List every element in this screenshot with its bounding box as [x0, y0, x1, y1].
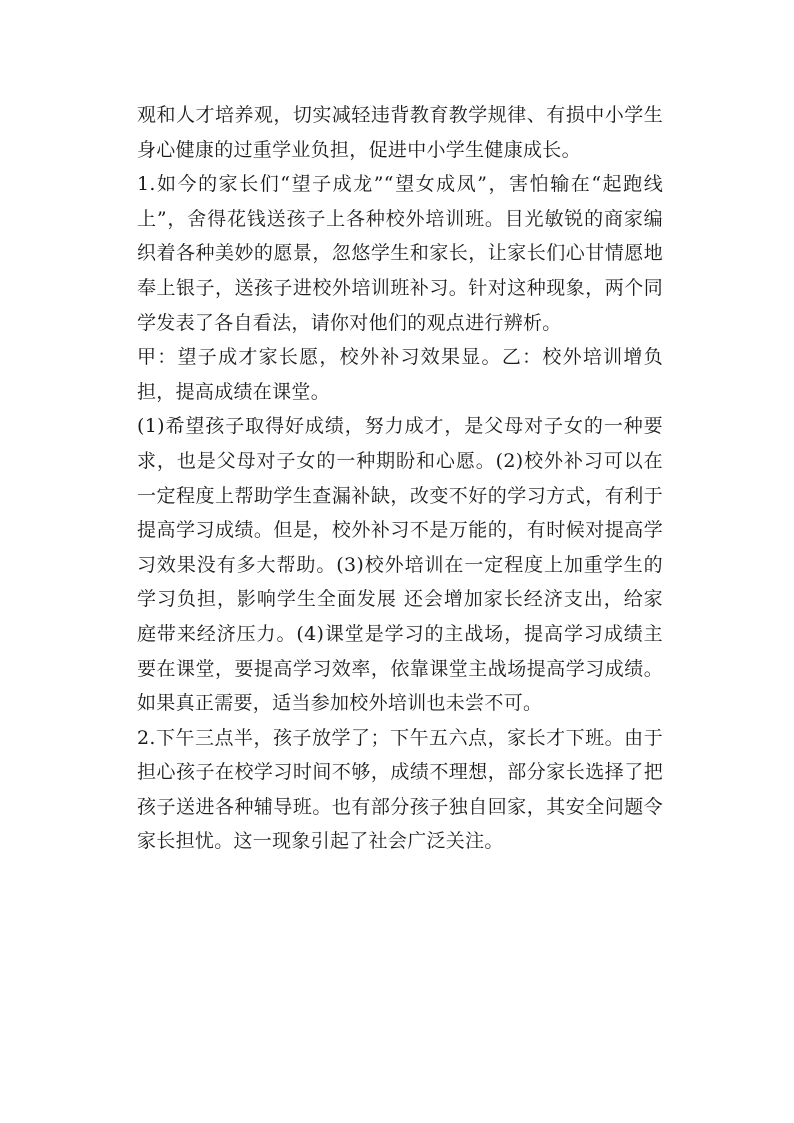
paragraph-intro-continuation: 观和人才培养观，切实减轻违背教育教学规律、有损中小学生身心健康的过重学业负担，促进中小学生健康成长。	[137, 104, 663, 161]
document-body	[137, 98, 663, 859]
paragraph-question-1: 1.如今的家长们“望子成龙”“望女成凤”，害怕输在“起跑线上”，舍得花钱送孩子上各种校外培训班。目光敏锐的商家编织着各种美妙的愿景，忽悠学生和家长，让家长们心甘情愿地奉上银子，送孩子进校外培训班补习。针对这种现象，两个同学发表了各自看法，请你对他们的观点进行辨析。	[137, 173, 663, 334]
paragraph-answer-1: (1)希望孩子取得好成绩，努力成才，是父母对子女的一种要求，也是父母对子女的一种期盼和心愿。(2)校外补习可以在一定程度上帮助学生查漏补缺，改变不好的学习方式，有利于提高学习成绩。但是，校外补习不是万能的，有时候对提高学习效果没有多大帮助。(3)校外培训在一定程度上加重学生的学习负担，影响学生全面发展 还会增加家长经济支出，给家庭带来经济压力。(4)课堂是学习的主战场，提高学习成绩主要在课堂，要提高学习效率，依靠课堂主战场提高学习成绩。如果真正需要，适当参加校外培训也未尝不可。	[137, 415, 663, 715]
paragraph-viewpoints: 甲：望子成才家长愿，校外补习效果显。乙：校外培训增负担，提高成绩在课堂。	[137, 346, 663, 403]
paragraph-question-2: 2.下午三点半，孩子放学了；下午五六点，家长才下班。由于担心孩子在校学习时间不够，成绩不理想，部分家长选择了把孩子送进各种辅导班。也有部分孩子独自回家，其安全问题令家长担忧。这一现象引起了社会广泛关注。	[137, 726, 663, 853]
